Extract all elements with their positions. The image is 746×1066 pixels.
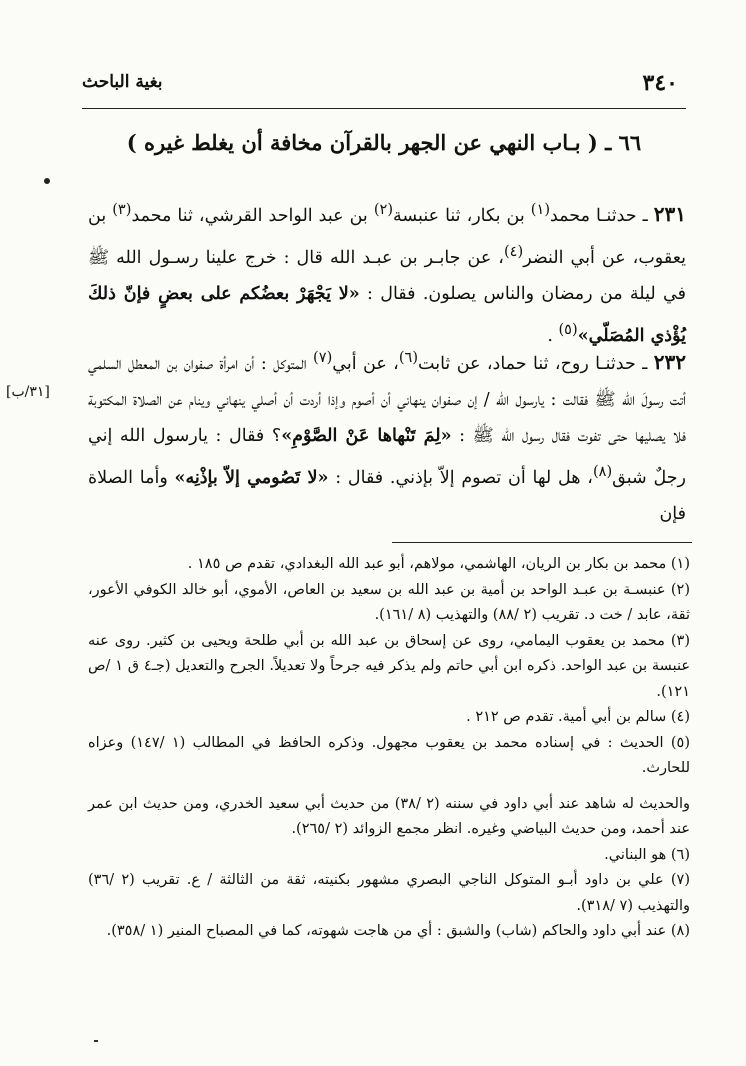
footnote: (١) محمد بن بكار بن الريان، الهاشمي، مولاهم، أبو عبد الله البغدادي، تقدم ص ١٨٥ . <box>187 556 690 572</box>
running-title: بغية الباحث <box>82 72 163 92</box>
footnote-ref: (١) <box>530 201 550 218</box>
chapter-title: ٦٦ ـ ( بـاب النهي عن الجهر بالقرآن مخافة أن يغلط غيره ) <box>126 130 642 155</box>
hadith-text: بن يعقوب، عن أبي النضر <box>88 205 687 268</box>
hadith-text: ، عن أبي <box>332 353 399 374</box>
hadith-231 <box>88 192 686 353</box>
page-number: ٣٤٠ <box>642 70 678 96</box>
prophetic-speech: «لِمَ تَنْهاها عَنْ الصَّوْمِ» <box>281 425 452 446</box>
footnotes <box>88 552 690 945</box>
footnote: (٢) عنبسـة بن عبـد الواحد بن أمية بن عبد الله بن سعيد بن العاص، الأموي، أبو خالد الكوفي الأعور، ثقة، عابد / خت د. تقريب (٢ /٨٨) والتهذيب (٨ /١٦١). <box>88 581 690 623</box>
hadith-text: بن عبد الواحد القرشي، ثنا محمد <box>131 205 374 226</box>
hadith-232 <box>88 340 686 532</box>
hadith-text: وأما الصلاة فإن <box>88 467 686 524</box>
footnote-ref: (٧) <box>313 349 333 366</box>
hadith-number: ٢٣١ <box>653 201 687 226</box>
hadith-text: المتوكل : أن امرأة صفوان بن المعطل السلمي أتت رسولَ الله ﷺ فقالت : يارسول الله / إن صفوان ينهاني أن أصوم وإذا أردت أن أصلي ينهاني وينام عن الصلاة المكتوبة فلا يصليها حتى تفوت فقال رسول الله ﷺ : <box>88 353 686 446</box>
prophetic-speech: «لا يَجْهَرْ بعضُكم على بعضٍ فإنّ ذلكَ يُؤْذي المُصَلّي» <box>88 283 686 346</box>
footnote-rule <box>392 542 692 543</box>
footnote: (٥) الحديث : في إسناده محمد بن يعقوب مجهول. وذكره الحافظ في المطالب (١ /١٤٧) وعزاه للحارث. <box>88 734 690 776</box>
header-rule <box>82 108 686 109</box>
footnote-continuation: والحديث له شاهد عند أبي داود في سننه (٢ /٣٨) من حديث أبي سعيد الخدري، ومن حديث ابن عمر عند أحمد، ومن حديث البياضي وغيره. انظر مجمع الزوائد (٢ /٢٦٥). <box>88 795 690 837</box>
hadith-text: ؟ فقال : يارسول الله إني رجلٌ شبق <box>88 425 686 488</box>
margin-dot <box>44 178 50 184</box>
footnote: (٣) محمد بن يعقوب اليمامي، روى عن إسحاق بن عبد الله بن أبي طلحة ويحيى بن كثير. روى عنه عنبسة بن عبد الواحد. ذكره ابن أبي حاتم ولم يذكر فيه جرحاً ولا تعديلاً. الجرح والتعديل (جـ٤ ق ١ /ص ١٢١). <box>88 632 691 700</box>
footnote: (٤) سالم بن أبي أمية. تقدم ص ٢١٢ . <box>466 709 690 725</box>
footnote-ref: (٥) <box>558 320 578 338</box>
footnote-ref: (٢) <box>373 201 394 218</box>
footnote: (٨) عند أبي داود والحاكم (شاب) والشبق : أي من هاجت شهوته، كما في المصباح المنير (١ /٣٥٨). <box>106 923 690 939</box>
hadith-number: ٢٣٢ <box>653 349 686 374</box>
footnote-ref: (٦) <box>398 349 419 366</box>
page-header <box>82 72 686 98</box>
hadith-text: ، عن جابـر بن عبـد الله قال : خرج علينا رسـول الله ﷺ في ليلة من رمضان والناس يصلون. فقال : <box>88 247 686 304</box>
footnote-ref: (٣) <box>112 201 132 218</box>
stray-ink-mark <box>94 1040 98 1042</box>
hadith-text: بن بكار، ثنا عنبسة <box>393 205 531 226</box>
manuscript-folio-marker: [٣١/ب] <box>6 384 50 400</box>
footnote: (٧) علي بن داود أبـو المتوكل الناجي البصري مشهور بكنيته، ثقة من الثالثة / ع. تقريب (٢ /٣٦) والتهذيب (٧ /٣١٨). <box>88 872 690 914</box>
footnote: (٦) هو البناني. <box>604 846 690 863</box>
footnote-ref: (٨) <box>592 462 613 480</box>
hadith-text: ـ حدثنـا محمد <box>550 205 654 226</box>
hadith-text: . <box>547 325 559 346</box>
hadith-text: ، هل لها أن تصوم إلاّ بإذني. فقال : <box>328 467 593 488</box>
hadith-text: ـ حدثنـا روح، ثنا حماد، عن ثابت <box>418 353 654 374</box>
footnote-ref: (٤) <box>503 242 524 260</box>
prophetic-speech: «لا تَصُومي إلاّ بإذْنِه» <box>174 467 329 488</box>
